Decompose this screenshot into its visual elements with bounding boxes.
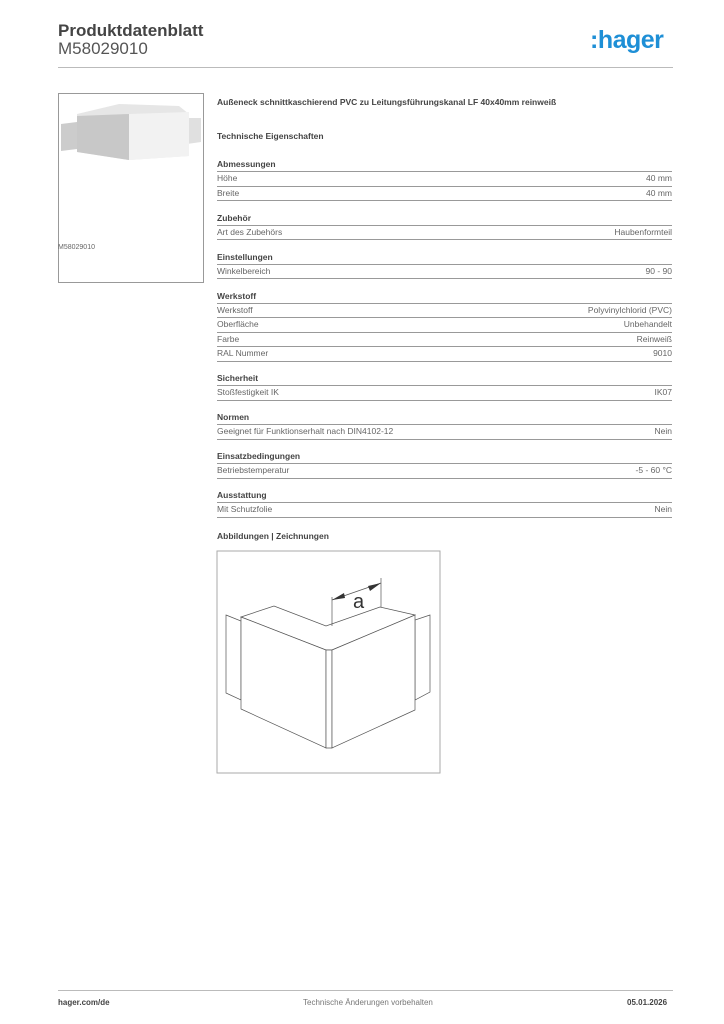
section-heading: Abmessungen	[217, 157, 672, 172]
spec-section	[217, 449, 672, 479]
spec-value: Nein	[654, 504, 672, 514]
page-title: Produktdatenblatt	[58, 21, 204, 40]
specs-column	[217, 97, 672, 541]
spec-label: Art des Zubehörs	[217, 226, 283, 237]
spec-value: -5 - 60 °C	[635, 465, 672, 475]
spec-section	[217, 250, 672, 280]
section-heading: Sicherheit	[217, 371, 672, 386]
section-heading: Einsatzbedingungen	[217, 449, 672, 464]
spec-label: Geeignet für Funktionserhalt nach DIN4102-12	[217, 426, 394, 436]
spec-label: Betriebstemperatur	[217, 465, 290, 475]
spec-value: 40 mm	[646, 173, 672, 183]
product-name: Außeneck schnittkaschierend PVC zu Leitungsführungskanal LF 40x40mm reinweiß	[217, 97, 557, 107]
spec-label: Winkelbereich	[217, 265, 271, 276]
product-code: M58029010	[58, 39, 148, 58]
section-heading: Zubehör	[217, 211, 672, 226]
footer-divider	[58, 990, 673, 991]
spec-value: Unbehandelt	[623, 319, 672, 329]
spec-row	[217, 318, 672, 333]
spec-row	[217, 503, 672, 518]
technical-drawing	[210, 545, 450, 780]
spec-label: RAL Nummer	[217, 348, 269, 358]
spec-row	[217, 425, 672, 440]
spec-row	[217, 347, 672, 362]
spec-label: Mit Schutzfolie	[217, 504, 273, 514]
spec-label: Oberfläche	[217, 319, 259, 329]
spec-row	[217, 226, 672, 241]
spec-section	[217, 289, 672, 362]
spec-section	[217, 371, 672, 401]
spec-value: IK07	[654, 387, 672, 397]
spec-row	[217, 333, 672, 348]
section-heading: Einstellungen	[217, 250, 672, 265]
spec-row	[217, 172, 672, 187]
spec-section	[217, 211, 672, 241]
divider	[58, 67, 673, 68]
spec-value: Haubenformteil	[614, 226, 672, 237]
spec-value: 9010	[653, 348, 672, 358]
spec-section	[217, 157, 672, 201]
spec-label: Werkstoff	[217, 304, 253, 315]
product-photo	[58, 93, 204, 283]
spec-value: Polyvinylchlorid (PVC)	[587, 304, 672, 315]
spec-label: Höhe	[217, 173, 238, 183]
footer-date: 05.01.2026	[627, 998, 668, 1007]
spec-row	[217, 187, 672, 202]
section-heading: Werkstoff	[217, 289, 672, 304]
spec-sections	[217, 157, 672, 518]
spec-value: Reinweiß	[636, 333, 672, 344]
photo-caption: M58029010	[58, 244, 95, 251]
spec-row	[217, 265, 672, 280]
spec-label: Stoßfestigkeit IK	[217, 387, 279, 397]
tech-heading: Technische Eigenschaften	[217, 131, 324, 141]
section-heading: Ausstattung	[217, 488, 672, 503]
spec-section	[217, 488, 672, 518]
spec-row	[217, 386, 672, 401]
spec-row	[217, 464, 672, 479]
hager-logo: :hager	[590, 26, 664, 54]
spec-value: 90 - 90	[645, 265, 672, 276]
footer-website: hager.com/de	[58, 998, 110, 1007]
spec-value: Nein	[654, 426, 672, 436]
drawings-heading: Abbildungen | Zeichnungen	[217, 530, 329, 541]
spec-label: Farbe	[217, 333, 240, 344]
spec-value: 40 mm	[646, 187, 672, 198]
spec-label: Breite	[217, 187, 240, 198]
footer-note: Technische Änderungen vorbehalten	[303, 998, 433, 1007]
spec-section	[217, 410, 672, 440]
dimension-label: a	[353, 591, 365, 613]
spec-row	[217, 304, 672, 319]
section-heading: Normen	[217, 410, 672, 425]
